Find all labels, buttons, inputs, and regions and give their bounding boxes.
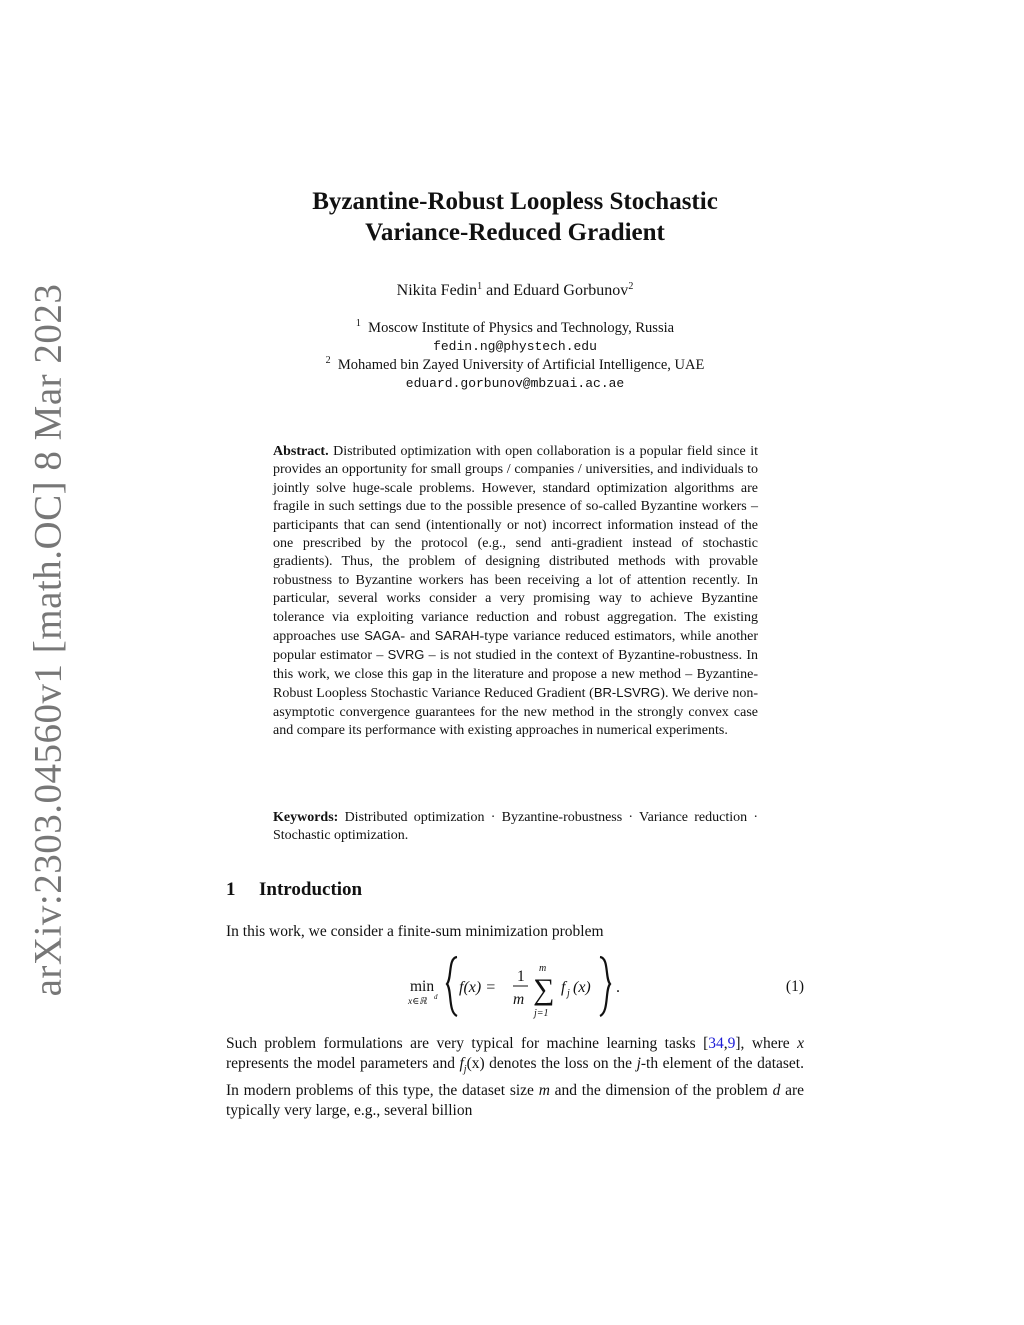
equation-graphic — [226, 950, 804, 1024]
abstract-text-5: ). We derive non-asymptotic convergence guarantees for the new method in the strongly convex case and compare its performance with existing approaches in numerical experiments. — [273, 686, 759, 739]
p2-text-5: -th element of the dataset. In modern problems of this type, the dataset size — [226, 1055, 804, 1099]
author-list — [200, 282, 830, 300]
eq-domain: x∈ℝ — [408, 997, 427, 1007]
eq-numerator: 1 — [517, 968, 525, 985]
affiliation-1-email: fedin.ng@phystech.edu — [433, 338, 597, 354]
eq-right-brace — [600, 957, 610, 1016]
eq-left-brace — [447, 957, 457, 1016]
keywords-text: Distributed optimization · Byzantine-robustness · Variance reduction · Stochastic optimization. — [273, 810, 759, 844]
p2-text-3: represents the model parameters and — [226, 1055, 455, 1073]
section-heading — [226, 879, 362, 901]
eq-sum-symbol: ∑ — [533, 973, 555, 1006]
abstract-label: Abstract. — [273, 444, 329, 459]
title-line-1: Byzantine-Robust Loopless Stochastic — [312, 188, 718, 215]
eq-term-sub: j — [567, 988, 570, 999]
abstract — [273, 443, 758, 741]
author-2-mark: 2 — [628, 281, 634, 292]
eq-sum-bottom: j=1 — [534, 1008, 549, 1019]
eq-period: . — [616, 979, 620, 996]
author-connector: and — [486, 282, 510, 299]
affiliation-2-mark: 2 — [325, 355, 331, 366]
p2-comma: , — [723, 1035, 728, 1052]
affiliation-1 — [200, 319, 830, 338]
eq-denominator: m — [513, 991, 525, 1008]
equation-1 — [226, 950, 804, 1024]
eq-domain-sup: d — [434, 993, 438, 1001]
arxiv-watermark: arXiv:2303.04560v1 [math.OC] 8 Mar 2023 — [26, 283, 70, 997]
eq-min: min — [410, 978, 435, 995]
p2-var-j: j — [636, 1055, 641, 1073]
citation-link[interactable]: 9 — [727, 1035, 736, 1052]
p2-var-f-sub-j: j — [463, 1064, 467, 1076]
p2-var-d: d — [772, 1081, 781, 1099]
affiliation-1-name: Moscow Institute of Physics and Technology, Russia — [368, 320, 675, 336]
affiliation-2-email: eduard.gorbunov@mbzuai.ac.ae — [405, 375, 625, 391]
p2-var-f-arg: (x) — [466, 1055, 485, 1073]
affiliation-2-name: Mohamed bin Zayed University of Artificial Intelligence, UAE — [337, 357, 705, 373]
abstract-sarah: SARAH — [434, 628, 480, 644]
abstract-saga: SAGA — [364, 628, 401, 644]
section-title: Introduction — [259, 879, 363, 900]
author-1: Nikita Fedin — [396, 282, 478, 299]
abstract-text-4: – is not studied in the context of Byzantine-robustness. In this work, we close this gap in the literature and propose a new method – Byzantine-Robust Loopless Stochastic Variance Reduced Gradient ( — [273, 648, 758, 702]
intro-paragraph-1: In this work, we consider a finite-sum minimization problem — [226, 923, 604, 940]
author-1-mark: 1 — [477, 281, 483, 292]
affiliations — [200, 319, 830, 393]
abstract-text-3: -type variance reduced estimators, while another popular estimator – — [273, 629, 759, 664]
eq-term-arg: (x) — [573, 979, 591, 996]
citation-link[interactable]: 34 — [708, 1035, 724, 1052]
intro-paragraph-2 — [226, 1034, 804, 1122]
keywords — [273, 809, 758, 846]
p2-text-6: and the dimension of the problem — [554, 1081, 768, 1099]
abstract-text-1: Distributed optimization with open collaboration is a popular field since it provides an opportunity for small groups / companies / universities, and individuals to jointly solve huge-scale problems. However, standard optimization algorithms are fragile in such settings due to the possible presence of so-called Byzantine workers – participants that can send (intentionally or not) incorrect information instead of the one prescribed by the protocol (e.g., send anti-gradient instead of stochastic gradients). Thus, the problem of designing distributed methods with provable robustness to Byzantine workers has been receiving a lot of attention recently. In particular, several works consider a very promising way to achieve Byzantine tolerance via exploiting variance reduction and robust aggregation. The existing approaches use — [273, 444, 758, 645]
abstract-svrg: SVRG — [387, 647, 425, 663]
title-line-2: Variance-Reduced Gradient — [365, 219, 665, 246]
paper-title — [200, 186, 830, 248]
section-number: 1 — [226, 879, 236, 900]
eq-sum-top: m — [539, 963, 547, 974]
affiliation-1-mark: 1 — [355, 318, 361, 329]
abstract-brlsvrg: BR-LSVRG — [593, 685, 661, 701]
p2-var-x: x — [797, 1035, 804, 1052]
p2-text-4: denotes the loss on the — [489, 1055, 633, 1073]
eq-lhs: f(x) = — [459, 979, 496, 996]
p2-var-f: f — [459, 1055, 464, 1073]
equation-number: (1) — [785, 978, 804, 995]
p2-var-m: m — [538, 1081, 550, 1099]
abstract-text-2: - and — [400, 629, 430, 645]
affiliation-2 — [200, 356, 830, 375]
p2-text-2: ], where — [735, 1035, 790, 1052]
keywords-label: Keywords: — [273, 810, 339, 825]
p2-text-7: are typically very large, e.g., several billion — [226, 1081, 805, 1120]
p2-text-1: Such problem formulations are very typical for machine learning tasks [ — [226, 1035, 709, 1052]
author-2: Eduard Gorbunov — [513, 282, 629, 299]
eq-term: f — [561, 979, 566, 996]
